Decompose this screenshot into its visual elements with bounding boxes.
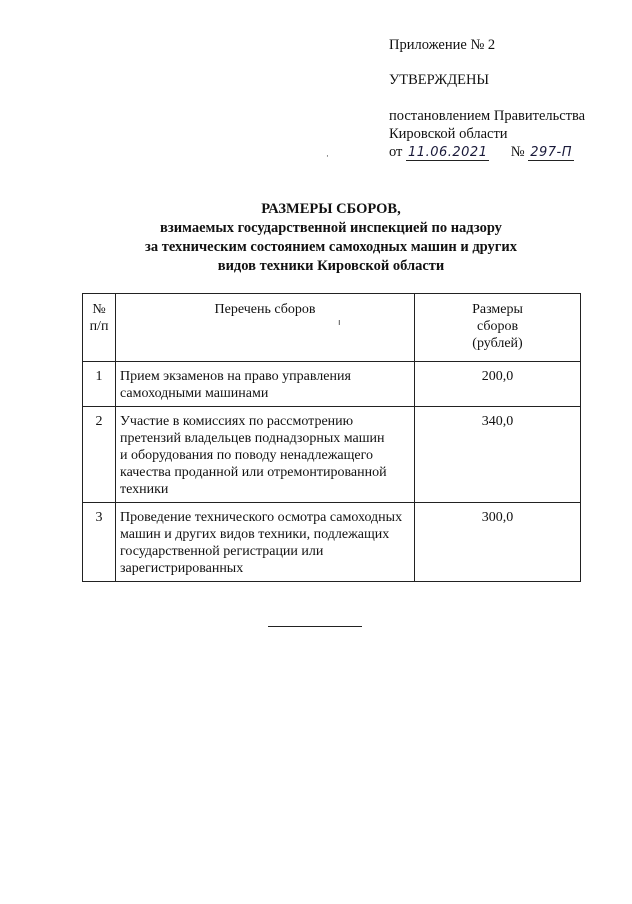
title-line-1: РАЗМЕРЫ СБОРОВ, <box>261 201 401 217</box>
document-title <box>96 200 566 276</box>
resolution-line-2: Кировской области <box>389 126 508 142</box>
approval-header <box>389 36 585 161</box>
row-num: 2 <box>83 407 116 503</box>
row-num: 3 <box>83 503 116 582</box>
row-fee-name: Участие в комиссиях по рассмотрению претензий владельцев поднадзорных машин и оборудования по поводу ненадлежащего качества проданной или отремонтированной техники <box>116 407 415 503</box>
document-end-line <box>268 626 362 627</box>
row-fee-name: Прием экзаменов на право управления самоходными машинами <box>116 362 415 407</box>
row-num: 1 <box>83 362 116 407</box>
title-line-2: взимаемых государственной инспекцией по надзору <box>160 220 502 236</box>
table-row <box>83 503 581 582</box>
row-fee-name: Проведение технического осмотра самоходных машин и других видов техники, подлежащих государственной регистрации или зарегистрированных <box>116 503 415 582</box>
handwritten-number: 297-П <box>530 145 572 160</box>
table-row <box>83 362 581 407</box>
date-prefix: от <box>389 144 403 160</box>
fees-table <box>82 293 581 582</box>
row-amount: 200,0 <box>415 362 581 407</box>
table-header-row <box>83 294 581 362</box>
number-prefix: № <box>510 144 525 160</box>
stray-pen-mark: ı <box>338 318 341 328</box>
header-amount: Размеры сборов (рублей) <box>415 294 581 362</box>
resolution-date-number <box>389 143 585 161</box>
stray-dot-mark: · <box>326 152 329 162</box>
appendix-label: Приложение № 2 <box>389 37 496 53</box>
title-line-4: видов техники Кировской области <box>217 258 445 274</box>
title-line-3: за техническим состоянием самоходных машин и других <box>145 239 517 255</box>
header-num: № п/п <box>83 294 116 362</box>
resolution-line-1: постановлением Правительства <box>389 108 586 124</box>
table-row <box>83 407 581 503</box>
row-amount: 300,0 <box>415 503 581 582</box>
handwritten-date: 11.06.2021 <box>408 145 488 160</box>
approved-label: УТВЕРЖДЕНЫ <box>389 72 490 88</box>
header-name: Перечень сборов <box>116 294 415 362</box>
row-amount: 340,0 <box>415 407 581 503</box>
